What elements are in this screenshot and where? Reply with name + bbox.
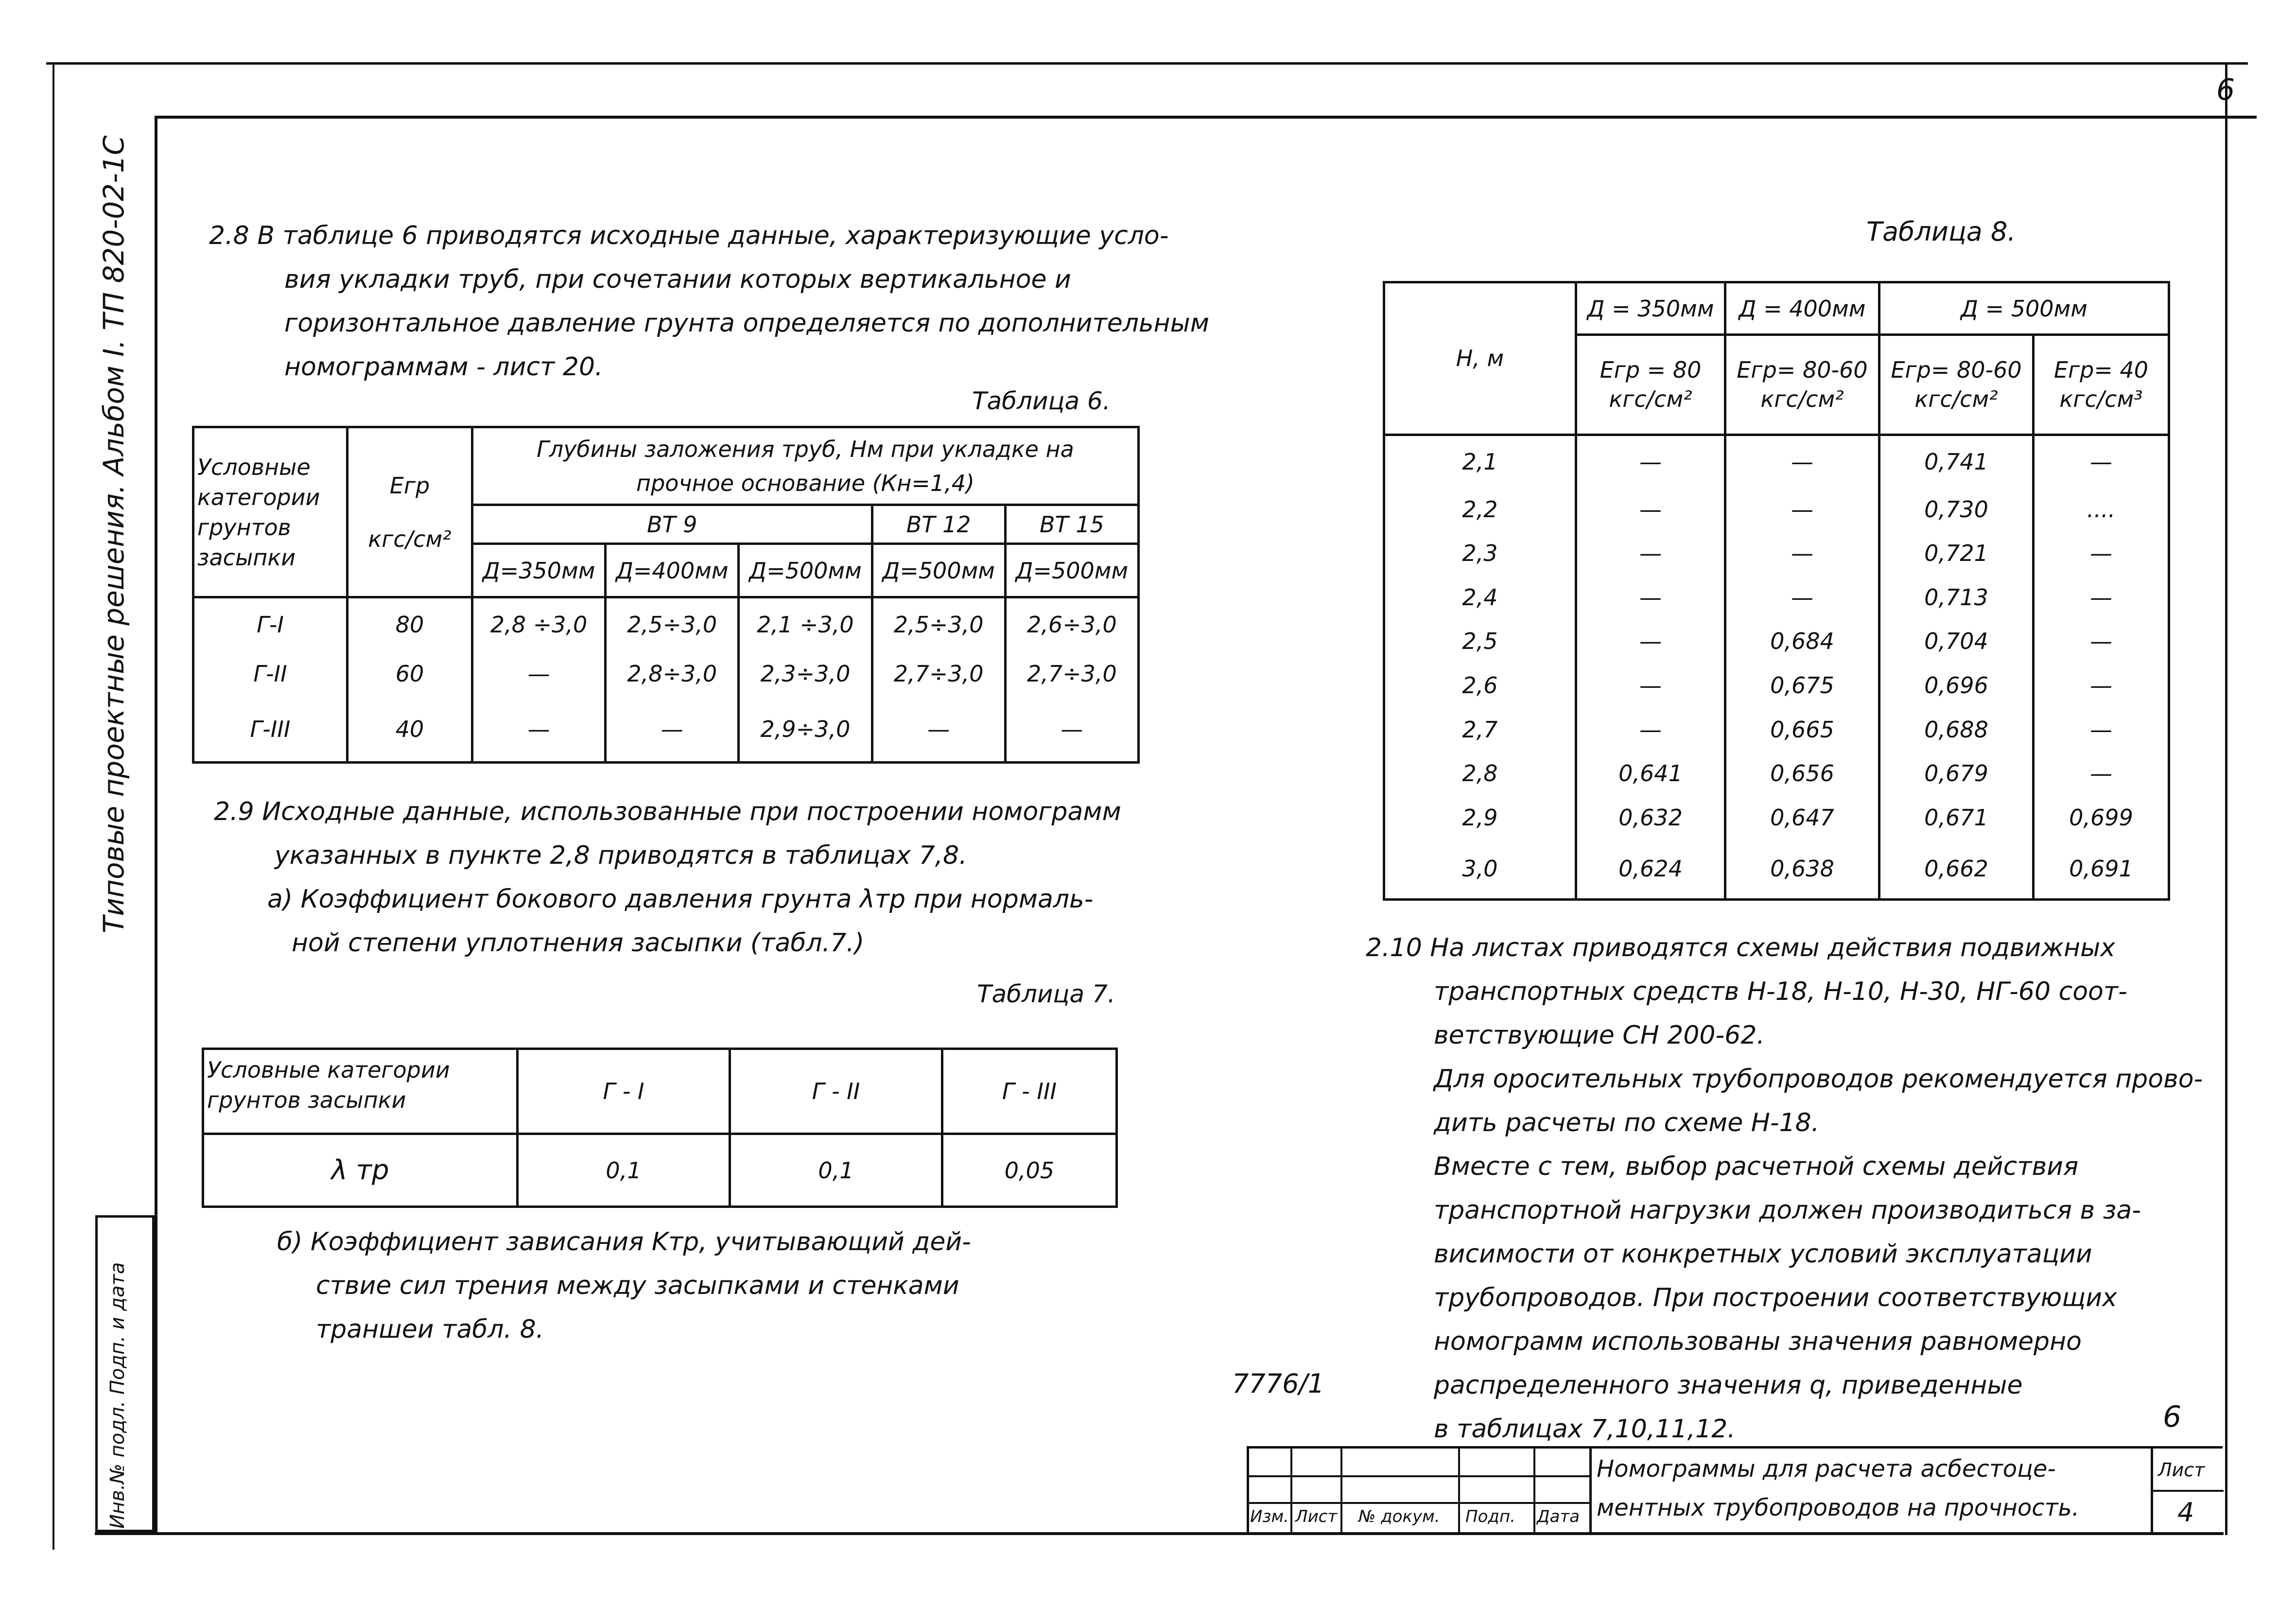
t8-r4-c1: —	[1576, 576, 1725, 620]
t6-subgroup-bt9: ВТ 9	[472, 505, 872, 544]
t6-r1-v4: 2,5÷3,0	[872, 597, 1005, 651]
right-frame-line	[2225, 62, 2227, 1535]
t6-subgroup-bt15: ВТ 15	[1005, 505, 1138, 544]
t8-e1-header: Егр = 80 кгс/см²	[1576, 335, 1725, 435]
t8-r8-c3: 0,679	[1879, 751, 2034, 796]
t6-r2-cat: Г-II	[193, 651, 348, 697]
t8-r5-h: 2,5	[1384, 619, 1576, 664]
t8-d2-header: Д = 400мм	[1725, 282, 1879, 335]
t8-r1-c4: —	[2034, 435, 2169, 487]
s210-line-10: номограмм использованы значения равномерно	[1434, 1327, 2082, 1356]
t8-e4-header: Егр= 40 кгс/см³	[2034, 335, 2169, 435]
tb-col-doc: № докум.	[1358, 1507, 1440, 1526]
t8-r6-c3: 0,696	[1879, 664, 2034, 708]
outer-left-border	[52, 62, 54, 1550]
t6-r2-v4: 2,7÷3,0	[872, 651, 1005, 697]
t6-r1-e: 80	[348, 597, 472, 651]
s210-line-5: дить расчеты по схеме Н-18.	[1434, 1108, 1820, 1137]
t6-r1-v1: 2,8 ÷3,0	[472, 597, 606, 651]
t6-r2-v5: 2,7÷3,0	[1005, 651, 1138, 697]
t8-h-header: Н, м	[1384, 282, 1576, 435]
t8-r6-h: 2,6	[1384, 664, 1576, 708]
t6-group-header: Глубины заложения труб, Нм при укладке на прочное основание (Кн=1,4)	[472, 427, 1139, 505]
t8-r2-c2: —	[1725, 487, 1879, 531]
t6-r2-v1: —	[472, 651, 606, 697]
t6-r3-v5: —	[1005, 697, 1138, 763]
t6-r3-v3: 2,9÷3,0	[739, 697, 872, 763]
t7-val-1: 0,1	[518, 1134, 730, 1207]
s210-line-11: распределенного значения q, приведенные	[1434, 1371, 2023, 1400]
page-mark: 6	[2163, 1400, 2182, 1434]
t8-r4-c2: —	[1725, 576, 1879, 620]
t6-d3: Д=500мм	[739, 544, 872, 597]
t8-r3-c2: —	[1725, 531, 1879, 576]
t8-r9-c1: 0,632	[1576, 795, 1725, 839]
t8-r3-c3: 0,721	[1879, 531, 2034, 576]
t8-r7-c4: —	[2034, 707, 2169, 751]
t6-egr-unit: кгс/см²	[368, 525, 452, 552]
t8-r7-c3: 0,688	[1879, 707, 2034, 751]
tb-col-list: Лист	[1295, 1507, 1338, 1526]
sb-line-1: б) Коэффициент зависания Kтр, учитывающий дей-	[277, 1227, 971, 1257]
t6-r2-v2: 2,8÷3,0	[606, 651, 739, 697]
section-2-10	[1366, 926, 2203, 1451]
t8-r2-c1: —	[1576, 487, 1725, 531]
t8-r8-c4: —	[2034, 751, 2169, 796]
inner-frame-left	[155, 116, 157, 1535]
t8-d1-header: Д = 350мм	[1576, 282, 1725, 335]
t7-header: Условные категории грунтов засыпки	[203, 1049, 518, 1134]
s29-line-2: указанных в пункте 2,8 приводятся в таблицах 7,8.	[275, 841, 967, 870]
t6-subgroup-bt12: ВТ 12	[872, 505, 1005, 544]
t8-r8-h: 2,8	[1384, 751, 1576, 796]
t8-r10-c2: 0,638	[1725, 839, 1879, 900]
t6-r2-e: 60	[348, 651, 472, 697]
s210-line-3: ветствующие СН 200-62.	[1434, 1021, 1765, 1050]
t8-r7-c2: 0,665	[1725, 707, 1879, 751]
t8-r9-c2: 0,647	[1725, 795, 1879, 839]
s210-line-9: трубопроводов. При построении соответствующих	[1434, 1283, 2117, 1312]
t8-r7-h: 2,7	[1384, 707, 1576, 751]
inner-frame-top	[155, 116, 2257, 119]
title-block	[1247, 1446, 2223, 1532]
t7-col-3: Г - III	[942, 1049, 1117, 1134]
tb-sheet-value: 4	[2177, 1497, 2194, 1528]
tb-col-date: Дата	[1537, 1507, 1580, 1526]
t8-r5-c4: —	[2034, 619, 2169, 664]
t6-r3-v4: —	[872, 697, 1005, 763]
side-stamp-label: Инв.№ подл. Подп. и дата	[106, 1262, 129, 1529]
t6-d2: Д=400мм	[606, 544, 739, 597]
t6-col1-header: Условные категории грунтов засыпки	[193, 427, 348, 597]
archive-number: 7776/1	[1232, 1368, 1324, 1399]
t8-r7-c1: —	[1576, 707, 1725, 751]
tb-col-podp: Подп.	[1465, 1507, 1515, 1526]
s210-line-4: Для оросительных трубопроводов рекомендуется прово-	[1434, 1065, 2203, 1094]
t6-d5: Д=500мм	[1005, 544, 1138, 597]
t8-r9-c4: 0,699	[2034, 795, 2169, 839]
t8-r6-c4: —	[2034, 664, 2169, 708]
t8-r4-c4: —	[2034, 576, 2169, 620]
t8-d3-header: Д = 500мм	[1879, 282, 2169, 335]
t8-e3-header: Егр= 80-60 кгс/см²	[1879, 335, 2034, 435]
s28-line-3: горизонтальное давление грунта определяется по дополнительным	[284, 309, 1209, 338]
t8-r9-c3: 0,671	[1879, 795, 2034, 839]
t6-egr-label: Егр	[389, 472, 430, 499]
t6-r2-v3: 2,3÷3,0	[739, 651, 872, 697]
t6-r1-v5: 2,6÷3,0	[1005, 597, 1138, 651]
t6-r1-v3: 2,1 ÷3,0	[739, 597, 872, 651]
corner-sheet-number: 6	[2216, 73, 2235, 107]
t8-r5-c3: 0,704	[1879, 619, 2034, 664]
table7-caption: Таблица 7.	[977, 980, 1115, 1008]
section-2-8	[209, 214, 1209, 389]
t6-col2-header	[348, 427, 472, 597]
t8-r4-h: 2,4	[1384, 576, 1576, 620]
t8-r10-c4: 0,691	[2034, 839, 2169, 900]
t8-r10-c3: 0,662	[1879, 839, 2034, 900]
t8-r6-c2: 0,675	[1725, 664, 1879, 708]
tb-sheet-label: Лист	[2158, 1459, 2205, 1481]
t7-col-1: Г - I	[518, 1049, 730, 1134]
t8-r6-c1: —	[1576, 664, 1725, 708]
s29-line-3: а) Коэффициент бокового давления грунта λтр при нормаль-	[267, 885, 1094, 914]
t8-r9-h: 2,9	[1384, 795, 1576, 839]
tb-title-line-1: Номограммы для расчета асбестоце-	[1597, 1455, 2056, 1483]
s28-line-1: 2.8 В таблице 6 приводятся исходные данные, характеризующие усло-	[209, 221, 1169, 250]
t7-val-2: 0,1	[730, 1134, 942, 1207]
table8-caption: Таблица 8.	[1866, 216, 2016, 247]
t8-r1-h: 2,1	[1384, 435, 1576, 487]
t7-val-3: 0,05	[942, 1134, 1117, 1207]
inner-frame-bottom	[95, 1532, 2224, 1535]
t6-d1: Д=350мм	[472, 544, 606, 597]
s210-line-12: в таблицах 7,10,11,12.	[1434, 1415, 1736, 1444]
t8-r8-c1: 0,641	[1576, 751, 1725, 796]
t8-r2-h: 2,2	[1384, 487, 1576, 531]
side-stamp-box	[95, 1215, 155, 1532]
sb-line-3: траншеи табл. 8.	[316, 1315, 544, 1344]
s210-line-7: транспортной нагрузки должен производиться в за-	[1434, 1196, 2141, 1225]
table6	[192, 426, 1140, 764]
s210-line-8: висимости от конкретных условий эксплуатации	[1434, 1240, 2092, 1269]
s210-line-6: Вместе с тем, выбор расчетной схемы действия	[1434, 1152, 2079, 1181]
table6-caption: Таблица 6.	[972, 387, 1111, 415]
t8-r1-c3: 0,741	[1879, 435, 2034, 487]
t8-r3-c4: —	[2034, 531, 2169, 576]
outer-top-border	[46, 62, 2248, 65]
s28-line-2: вия укладки труб, при сочетании которых вертикальное и	[284, 265, 1071, 294]
section-b	[277, 1220, 971, 1351]
t6-r3-e: 40	[348, 697, 472, 763]
t6-r1-v2: 2,5÷3,0	[606, 597, 739, 651]
t8-r8-c2: 0,656	[1725, 751, 1879, 796]
s210-line-2: транспортных средств Н-18, Н-10, Н-30, НГ-60 соот-	[1434, 977, 2127, 1006]
sb-line-2: ствие сил трения между засыпками и стенками	[316, 1271, 959, 1300]
tb-col-izm: Изм.	[1250, 1507, 1289, 1526]
t7-row-label: λ тр	[203, 1134, 518, 1207]
side-title: Типовые проектные решения. Альбом I. ТП 820-02-1С	[97, 135, 130, 933]
t6-r1-cat: Г-I	[193, 597, 348, 651]
t8-r5-c1: —	[1576, 619, 1725, 664]
t6-r3-v1: —	[472, 697, 606, 763]
section-2-9	[214, 790, 1121, 965]
t8-r2-c3: 0,730	[1879, 487, 2034, 531]
t8-r5-c2: 0,684	[1725, 619, 1879, 664]
tb-title-line-2: ментных трубопроводов на прочность.	[1597, 1494, 2080, 1521]
t6-d4: Д=500мм	[872, 544, 1005, 597]
t7-col-2: Г - II	[730, 1049, 942, 1134]
s29-line-1: 2.9 Исходные данные, использованные при построении номограмм	[214, 797, 1121, 826]
t8-r1-c2: —	[1725, 435, 1879, 487]
t6-r3-v2: —	[606, 697, 739, 763]
t8-r3-h: 2,3	[1384, 531, 1576, 576]
s29-line-4: ной степени уплотнения засыпки (табл.7.)	[292, 928, 865, 958]
s210-line-1: 2.10 На листах приводятся схемы действия подвижных	[1366, 933, 2115, 962]
table7	[202, 1048, 1118, 1208]
t6-r3-cat: Г-III	[193, 697, 348, 763]
t8-e2-header: Егр= 80-60 кгс/см²	[1725, 335, 1879, 435]
s28-line-4: номограммам - лист 20.	[284, 352, 603, 382]
t8-r4-c3: 0,713	[1879, 576, 2034, 620]
t8-r3-c1: —	[1576, 531, 1725, 576]
t8-r10-h: 3,0	[1384, 839, 1576, 900]
table8	[1383, 281, 2170, 901]
t8-r2-c4: ....	[2034, 487, 2169, 531]
t8-r10-c1: 0,624	[1576, 839, 1725, 900]
t8-r1-c1: —	[1576, 435, 1725, 487]
